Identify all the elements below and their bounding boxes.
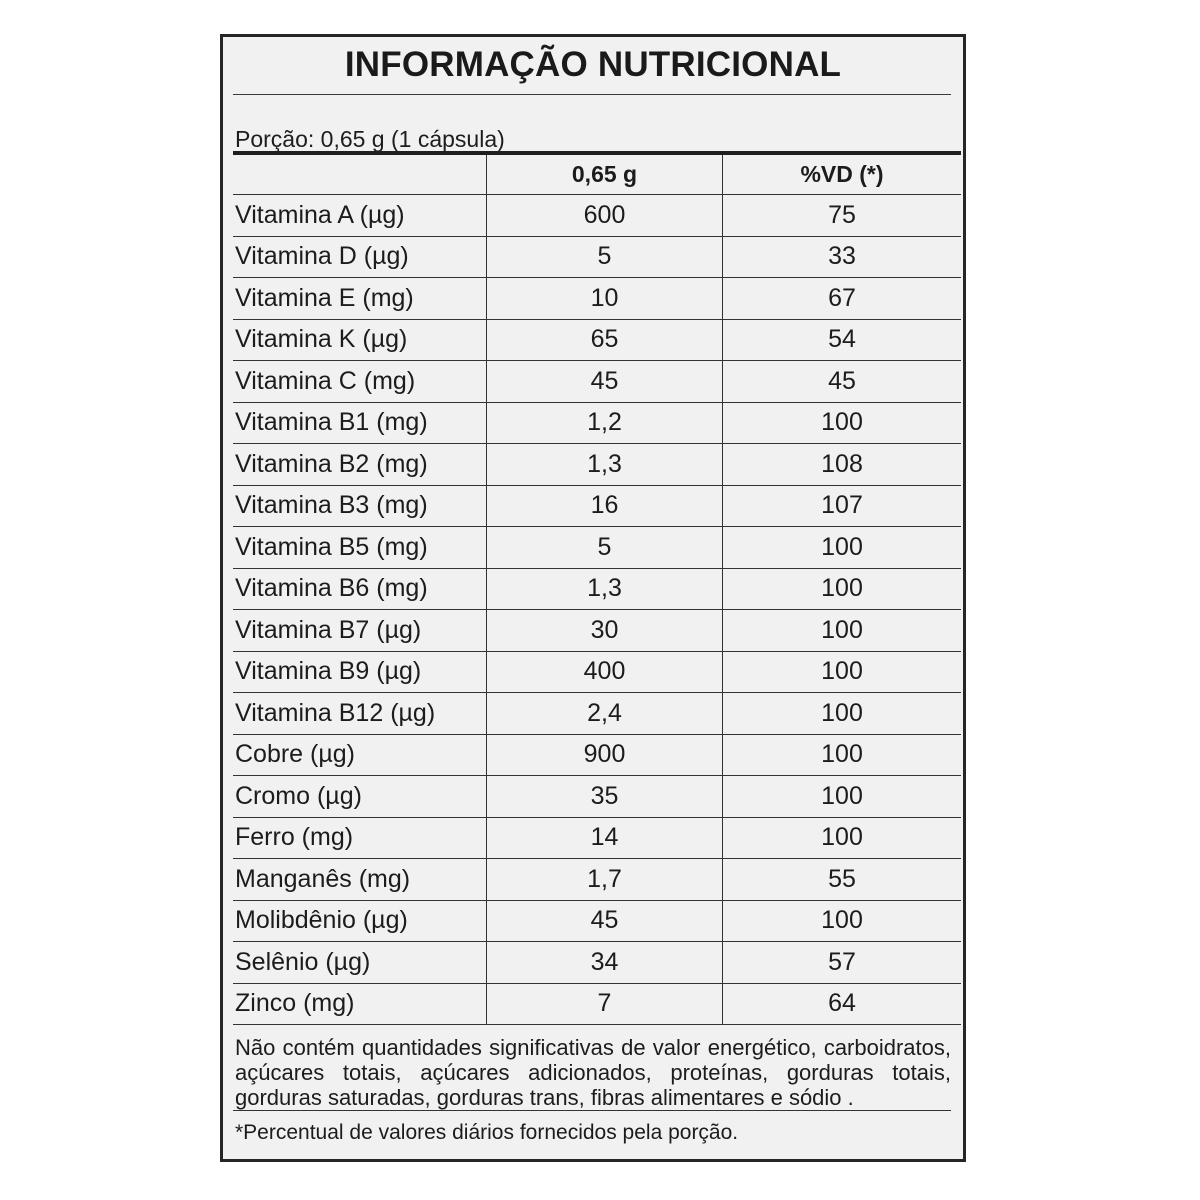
nutrient-quantity-cell: 5 xyxy=(487,237,723,278)
table-row xyxy=(233,444,961,486)
nutrient-quantity-cell: 45 xyxy=(487,361,723,402)
table-row xyxy=(233,776,961,818)
nutrition-table xyxy=(233,151,961,1025)
nutrient-name-cell: Manganês (mg) xyxy=(233,859,487,900)
nutrient-name-cell: Vitamina B1 (mg) xyxy=(233,403,487,444)
table-row xyxy=(233,403,961,445)
table-row xyxy=(233,942,961,984)
nutrient-quantity-cell: 1,2 xyxy=(487,403,723,444)
daily-value-legend: *Percentual de valores diários fornecidos pela porção. xyxy=(235,1121,739,1144)
nutrient-quantity-cell: 10 xyxy=(487,278,723,319)
nutrient-quantity-cell: 1,7 xyxy=(487,859,723,900)
nutrient-daily-value-cell: 100 xyxy=(821,408,863,437)
nutrient-daily-value-cell: 64 xyxy=(828,989,856,1018)
table-header-row xyxy=(233,151,961,195)
nutrient-daily-value-cell: 107 xyxy=(821,491,863,520)
nutrient-quantity-cell: 45 xyxy=(487,901,723,942)
portion-size: Porção: 0,65 g (1 cápsula) xyxy=(235,126,505,152)
nutrient-daily-value-cell: 100 xyxy=(821,781,863,810)
title-divider xyxy=(233,94,951,95)
nutrient-name-cell: Vitamina B9 (µg) xyxy=(233,652,487,693)
nutrient-quantity-cell: 16 xyxy=(487,486,723,527)
nutrient-name-cell: Vitamina A (µg) xyxy=(233,195,487,236)
table-row xyxy=(233,859,961,901)
nutrient-quantity-cell: 30 xyxy=(487,610,723,651)
nutrient-name-cell: Vitamina B6 (mg) xyxy=(233,569,487,610)
nutrient-name-cell: Molibdênio (µg) xyxy=(233,901,487,942)
table-row xyxy=(233,901,961,943)
nutrient-quantity-cell: 5 xyxy=(487,527,723,568)
nutrient-daily-value-cell: 100 xyxy=(821,574,863,603)
header-quantity-cell: 0,65 g xyxy=(487,155,723,194)
table-row xyxy=(233,693,961,735)
nutrient-name-cell: Vitamina E (mg) xyxy=(233,278,487,319)
nutrient-name-cell: Vitamina B3 (mg) xyxy=(233,486,487,527)
nutrient-daily-value-cell: 100 xyxy=(821,698,863,727)
table-row xyxy=(233,361,961,403)
nutrient-daily-value-cell: 100 xyxy=(821,657,863,686)
nutrient-daily-value-cell: 100 xyxy=(821,823,863,852)
nutrient-name-cell: Vitamina B7 (µg) xyxy=(233,610,487,651)
nutrient-daily-value-cell: 67 xyxy=(828,283,856,312)
nutrient-daily-value-cell: 100 xyxy=(821,740,863,769)
table-row xyxy=(233,237,961,279)
nutrient-name-cell: Cobre (µg) xyxy=(233,735,487,776)
table-row xyxy=(233,984,961,1026)
nutrient-daily-value-cell: 54 xyxy=(828,325,856,354)
nutrient-quantity-cell: 7 xyxy=(487,984,723,1025)
header-daily-value-cell: %VD (*) xyxy=(800,161,884,187)
nutrient-daily-value-cell: 55 xyxy=(828,864,856,893)
table-row xyxy=(233,195,961,237)
nutrient-name-cell: Cromo (µg) xyxy=(233,776,487,817)
nutrient-quantity-cell: 14 xyxy=(487,818,723,859)
nutrient-name-cell: Vitamina D (µg) xyxy=(233,237,487,278)
table-row xyxy=(233,735,961,777)
nutrient-quantity-cell: 1,3 xyxy=(487,444,723,485)
table-body xyxy=(233,195,961,1025)
nutrient-daily-value-cell: 100 xyxy=(821,532,863,561)
nutrient-name-cell: Selênio (µg) xyxy=(233,942,487,983)
nutrient-quantity-cell: 1,3 xyxy=(487,569,723,610)
nutrient-name-cell: Ferro (mg) xyxy=(233,818,487,859)
nutrient-daily-value-cell: 33 xyxy=(828,242,856,271)
table-row xyxy=(233,569,961,611)
table-row xyxy=(233,486,961,528)
nutrient-quantity-cell: 400 xyxy=(487,652,723,693)
nutrient-name-cell: Vitamina B5 (mg) xyxy=(233,527,487,568)
table-row xyxy=(233,818,961,860)
table-row xyxy=(233,320,961,362)
nutrient-quantity-cell: 600 xyxy=(487,195,723,236)
nutrient-daily-value-cell: 45 xyxy=(828,366,856,395)
nutrient-daily-value-cell: 100 xyxy=(821,615,863,644)
nutrient-name-cell: Vitamina B2 (mg) xyxy=(233,444,487,485)
nutrient-quantity-cell: 900 xyxy=(487,735,723,776)
nutrient-daily-value-cell: 100 xyxy=(821,906,863,935)
nutrient-name-cell: Zinco (mg) xyxy=(233,984,487,1025)
nutrient-name-cell: Vitamina K (µg) xyxy=(233,320,487,361)
table-row xyxy=(233,278,961,320)
nutrient-daily-value-cell: 108 xyxy=(821,449,863,478)
footnote-divider xyxy=(233,1110,951,1111)
nutrient-quantity-cell: 65 xyxy=(487,320,723,361)
footnote-text: Não contém quantidades significativas de valor energético, carboidratos, açúcares totais, açúcares adicionados, proteínas, gorduras totais, gorduras saturadas, gorduras trans, fibras alimentares e sódio . xyxy=(235,1035,951,1110)
nutrient-quantity-cell: 35 xyxy=(487,776,723,817)
nutrient-name-cell: Vitamina B12 (µg) xyxy=(233,693,487,734)
nutrient-quantity-cell: 34 xyxy=(487,942,723,983)
nutrient-daily-value-cell: 75 xyxy=(828,200,856,229)
nutrient-name-cell: Vitamina C (mg) xyxy=(233,361,487,402)
nutrition-label xyxy=(220,34,966,1162)
label-title: INFORMAÇÃO NUTRICIONAL xyxy=(344,45,842,84)
nutrient-quantity-cell: 2,4 xyxy=(487,693,723,734)
table-row xyxy=(233,652,961,694)
table-row xyxy=(233,610,961,652)
header-name-cell xyxy=(233,155,487,194)
table-row xyxy=(233,527,961,569)
nutrient-daily-value-cell: 57 xyxy=(828,947,856,976)
